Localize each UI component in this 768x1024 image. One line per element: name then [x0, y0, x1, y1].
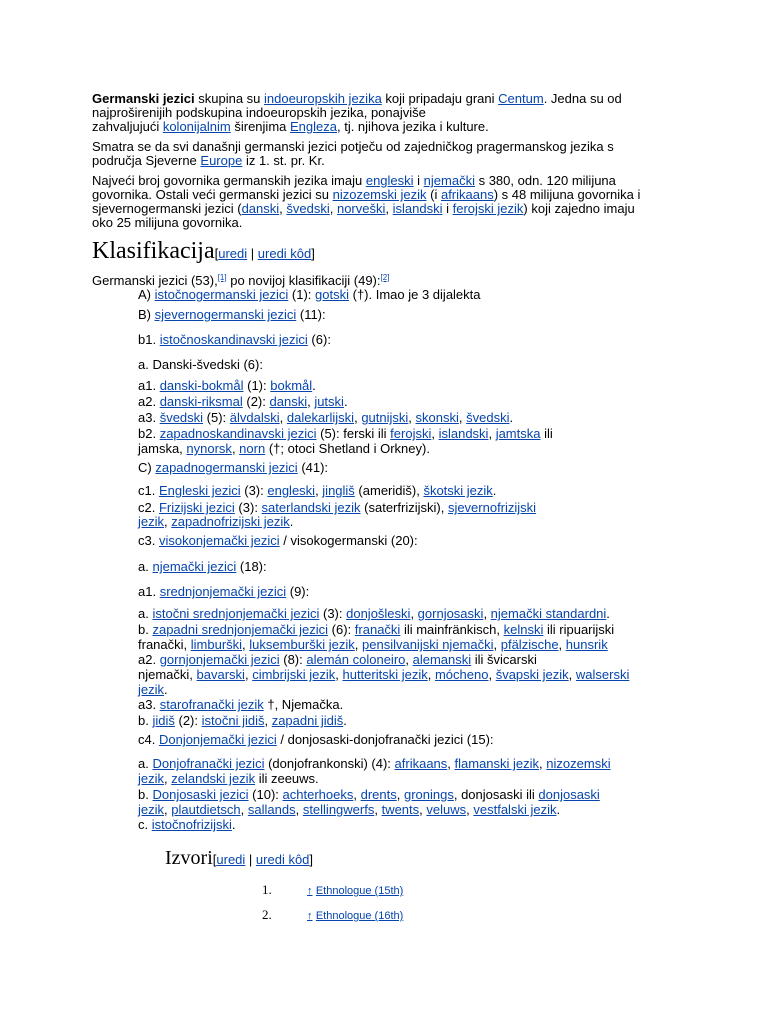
link-vestfalski[interactable]: vestfalski jezik	[473, 802, 557, 817]
link-norveski[interactable]: norveški	[336, 201, 386, 216]
text: oko 25 milijuna govornika.	[92, 215, 243, 230]
text: a3.	[138, 697, 160, 712]
text: širenjima	[230, 119, 290, 134]
link-flamanski[interactable]: flamanski jezik	[454, 756, 540, 771]
text: ,	[493, 637, 501, 652]
text: †, Njemačka.	[263, 697, 344, 712]
link-zelandski[interactable]: zelandski jezik	[171, 771, 256, 786]
list-item	[92, 288, 672, 302]
link-visokonjemacki[interactable]: visokonjemački jezici	[158, 533, 280, 548]
text: ,	[335, 667, 343, 682]
text: (6):	[307, 332, 331, 347]
link-istocni-srednjonjemacki[interactable]: istočni srednjonjemački jezici	[152, 606, 320, 621]
text: ,	[539, 756, 547, 771]
link-donjofranacki[interactable]: Donjofranački jezici	[152, 756, 265, 771]
text: ili zeeuws.	[255, 771, 319, 786]
link-saterlandski[interactable]: saterlandski jezik	[261, 500, 361, 515]
text: A)	[138, 287, 155, 302]
text: najproširenijih podskupina indoeuropskih jezika, ponajviše	[92, 105, 426, 120]
link-istocnofrizijski[interactable]: istočnofrizijski	[151, 817, 232, 832]
link-srednjonjemacki[interactable]: srednjonjemački jezici	[159, 584, 287, 599]
link-gotski[interactable]: gotski	[315, 287, 349, 302]
text: b2.	[138, 426, 160, 441]
text: (ameridiš),	[354, 483, 424, 498]
link-engleski[interactable]: engleski	[267, 483, 316, 498]
text: (saterfrizijski),	[360, 500, 448, 515]
text: .	[556, 802, 561, 817]
link-donjosleski[interactable]: donjošleski	[346, 606, 411, 621]
link-limburski[interactable]: limburški	[190, 637, 243, 652]
text: (5):	[203, 410, 230, 425]
link-hutteritski[interactable]: hutteritski jezik	[342, 667, 428, 682]
text: ,	[295, 802, 303, 817]
link-donjosaski[interactable]: donjosaski	[538, 787, 600, 802]
text: .	[164, 682, 168, 697]
edit-code-link[interactable]: uredi kôd	[255, 852, 310, 867]
text: ,	[329, 201, 337, 216]
text: a1.	[138, 584, 160, 599]
bracket: [	[212, 852, 217, 867]
text: ,	[405, 652, 413, 667]
link-njemacki-jezici[interactable]: njemački jezici	[152, 559, 237, 574]
separator: |	[247, 246, 258, 261]
list-item	[92, 501, 672, 529]
link-hunsrik[interactable]: hunsrik	[565, 637, 608, 652]
link-zapadnofrizijski[interactable]: zapadnofrizijski jezik	[171, 514, 290, 529]
text: (i	[426, 187, 441, 202]
link-engleza[interactable]: Engleza	[290, 119, 337, 134]
intro-paragraph	[92, 174, 672, 230]
link-nizozemski[interactable]: nizozemski jezik	[332, 187, 427, 202]
text: ,	[483, 606, 491, 621]
reference-link[interactable]: Ethnologue (15th)	[315, 885, 404, 897]
link-kolonijalnim[interactable]: kolonijalnim	[162, 119, 231, 134]
link-alemanski[interactable]: alemanski	[412, 652, 472, 667]
text: ,	[488, 426, 496, 441]
link-skonski[interactable]: skonski	[415, 410, 459, 425]
text: skupina su	[194, 91, 264, 106]
link-indoeuropski[interactable]: indoeuropskih jezika	[264, 91, 382, 106]
list-item	[92, 484, 672, 498]
text: (11):	[296, 307, 326, 322]
link-danski[interactable]: danski	[241, 201, 280, 216]
text: c2.	[138, 500, 159, 515]
intro-paragraph	[92, 140, 672, 168]
references-list	[262, 878, 403, 928]
link-jinglis[interactable]: jingliš	[322, 483, 355, 498]
text: Germanski jezici (53),	[92, 273, 218, 288]
link-dalekarlijski[interactable]: dalekarlijski	[286, 410, 355, 425]
text: .	[312, 378, 316, 393]
text: (8):	[279, 652, 307, 667]
text: ili mainfränkisch,	[400, 622, 504, 637]
text: ,	[307, 394, 315, 409]
link-sjevernofrizijski[interactable]: sjevernofrizijski	[447, 500, 537, 515]
link-twents[interactable]: twents	[381, 802, 420, 817]
link-luksemburski[interactable]: luksemburški jezik	[249, 637, 355, 652]
link-jamtska[interactable]: jamtska	[495, 426, 541, 441]
link-alvdalski[interactable]: älvdalski	[229, 410, 280, 425]
text: ,	[374, 802, 382, 817]
text: iz 1. st. pr. Kr.	[242, 153, 325, 168]
link-donjosaski[interactable]: jezik	[138, 802, 165, 817]
list-item	[92, 585, 672, 599]
classification-list	[92, 271, 672, 832]
text: ,	[568, 667, 576, 682]
link-donjonjemacki[interactable]: Donjonjemački jezici	[158, 732, 277, 747]
reference-1[interactable]: [1]	[217, 273, 227, 282]
link-bavarski[interactable]: bavarski	[196, 667, 245, 682]
text: (3):	[319, 606, 347, 621]
link-europe[interactable]: Europe	[200, 153, 243, 168]
link-nynorsk[interactable]: nynorsk	[186, 441, 232, 456]
intro-paragraph	[92, 92, 672, 134]
text: (6):	[328, 622, 355, 637]
text: franački,	[138, 637, 191, 652]
link-norn[interactable]: norn	[239, 441, 266, 456]
edit-link[interactable]: uredi	[216, 852, 246, 867]
text: koji pripadaju grani	[381, 91, 499, 106]
reference-link[interactable]: Ethnologue (16th)	[315, 910, 404, 922]
link-drents[interactable]: drents	[360, 787, 397, 802]
text: B)	[138, 307, 155, 322]
link-sallands[interactable]: sallands	[247, 802, 296, 817]
text: .	[231, 817, 236, 832]
link-walserski[interactable]: walserski	[575, 667, 630, 682]
text: (5): ferski ili	[316, 426, 391, 441]
text: / donjosaski-donjofranački jezici (15):	[276, 732, 494, 747]
link-njemacki-standardni[interactable]: njemački standardni	[490, 606, 607, 621]
reference-item	[262, 878, 403, 903]
text: ,	[447, 756, 455, 771]
link-engleski-jezici[interactable]: Engleski jezici	[158, 483, 241, 498]
text: ,	[244, 667, 253, 682]
text: ,	[164, 771, 172, 786]
text: ,	[408, 410, 416, 425]
text: područja Sjeverne	[92, 153, 201, 168]
reference-number: 1.	[262, 882, 272, 897]
text: (3):	[240, 483, 268, 498]
edit-section-links	[215, 246, 315, 261]
text: (18):	[236, 559, 267, 574]
link-veluws[interactable]: veluws	[426, 802, 467, 817]
link-gornjonjemacki[interactable]: gornjonjemački jezici	[159, 652, 280, 667]
link-svapski[interactable]: švapski jezik	[495, 667, 569, 682]
separator: |	[245, 852, 256, 867]
link-sjevernofrizijski[interactable]: jezik	[138, 514, 165, 529]
text: .	[509, 410, 514, 425]
link-afrikaans[interactable]: afrikaans	[394, 756, 448, 771]
link-achterhoeks[interactable]: achterhoeks	[282, 787, 354, 802]
list-item	[92, 652, 672, 697]
text: (41):	[297, 460, 329, 475]
text: .	[606, 606, 610, 621]
link-danski-bokmal[interactable]: danski-bokmål	[159, 378, 244, 393]
text: .	[343, 394, 348, 409]
heading-text: Klasifikacija	[92, 238, 215, 264]
link-svedski[interactable]: švedski	[466, 410, 510, 425]
link-zapadni-jidis[interactable]: zapadni jidiš	[271, 713, 344, 728]
text: b.	[138, 713, 153, 728]
text: a.	[138, 606, 153, 621]
list-item	[92, 818, 672, 832]
link-svedski[interactable]: švedski	[286, 201, 330, 216]
text: (†; otoci Shetland i Orkney).	[265, 441, 430, 456]
text: c1.	[138, 483, 159, 498]
text: ) koji zajedno imaju	[523, 201, 635, 216]
heading-text: Izvori	[165, 847, 213, 869]
link-kelnski[interactable]: kelnski	[503, 622, 544, 637]
link-istocnogermanski[interactable]: istočnogermanski jezici	[154, 287, 289, 302]
link-pfalzische[interactable]: pfälzische	[500, 637, 559, 652]
text: (10):	[248, 787, 283, 802]
link-centum[interactable]: Centum	[498, 91, 544, 106]
text: ,	[231, 441, 240, 456]
link-afrikaans[interactable]: afrikaans	[440, 187, 494, 202]
text: .	[492, 483, 497, 498]
list-item	[92, 379, 672, 393]
reference-number: 2.	[262, 907, 272, 922]
reference-item	[262, 903, 403, 928]
text: . Jedna su od	[543, 91, 622, 106]
bracket: [	[214, 246, 219, 261]
text: jamska,	[138, 441, 187, 456]
link-jidis[interactable]: jidiš	[152, 713, 175, 728]
link-cimbrijski[interactable]: cimbrijski jezik	[252, 667, 336, 682]
list-item	[92, 534, 672, 548]
link-frizijski-jezici[interactable]: Frizijski jezici	[158, 500, 235, 515]
text: b.	[138, 622, 153, 637]
text: ,	[354, 637, 362, 652]
link-zapadni-srednjonjemacki[interactable]: zapadni srednjonjemački jezici	[152, 622, 329, 637]
text: sjevernogermanski jezici (	[92, 201, 242, 216]
link-walserski[interactable]: jezik	[138, 682, 165, 697]
text: a2.	[138, 652, 160, 667]
text: a1.	[138, 378, 160, 393]
list-item	[92, 756, 672, 786]
link-danski[interactable]: danski	[269, 394, 308, 409]
link-mocheno[interactable]: mócheno	[434, 667, 489, 682]
text: c3.	[138, 533, 159, 548]
text: ,	[354, 410, 362, 425]
text: ili švicarski	[471, 652, 537, 667]
text: (donjofrankonski) (4):	[264, 756, 395, 771]
text: ,	[466, 802, 474, 817]
link-sjevernogermanski[interactable]: sjevernogermanski jezici	[154, 307, 297, 322]
list-item	[92, 714, 672, 728]
link-plautdietsch[interactable]: plautdietsch	[171, 802, 241, 817]
text: ,	[315, 483, 323, 498]
link-franacki[interactable]: franački	[354, 622, 401, 637]
text: b.	[138, 787, 153, 802]
text: ,	[353, 787, 361, 802]
list-item	[92, 733, 672, 747]
text: c.	[138, 817, 152, 832]
text: (1):	[243, 378, 271, 393]
text: b1.	[138, 332, 160, 347]
text: ,	[385, 201, 393, 216]
list-item: a. Danski-švedski (6):	[138, 357, 263, 372]
list-item	[92, 787, 672, 817]
text: ,	[431, 426, 439, 441]
back-arrow-icon[interactable]: ↑	[307, 910, 313, 922]
text: ,	[264, 713, 272, 728]
edit-code-link[interactable]: uredi kôd	[257, 246, 312, 261]
text: govornika. Ostali veći germanski jezici su	[92, 187, 333, 202]
section-heading-izvori	[165, 846, 313, 872]
text: zahvaljujući	[92, 119, 163, 134]
link-danski-riksmal[interactable]: danski-riksmal	[159, 394, 243, 409]
list-item	[92, 333, 672, 347]
list-item	[92, 426, 672, 456]
list-item	[92, 461, 672, 475]
link-ferojski[interactable]: ferojski jezik	[452, 201, 524, 216]
text: ,	[240, 802, 248, 817]
text: (2):	[242, 394, 270, 409]
reference-2[interactable]: [2]	[380, 273, 390, 282]
text: C)	[138, 460, 156, 475]
text: i	[413, 173, 424, 188]
text: (3):	[234, 500, 262, 515]
list-item	[92, 607, 672, 621]
text: ,	[410, 606, 418, 621]
text: , donjosaski ili	[453, 787, 539, 802]
list-item	[92, 560, 672, 574]
link-donjosaski-jezici[interactable]: Donjosaski jezici	[152, 787, 249, 802]
text: (1):	[288, 287, 316, 302]
link-gutnijski[interactable]: gutnijski	[361, 410, 409, 425]
text: njemački,	[138, 667, 197, 682]
list-item	[92, 308, 672, 322]
link-bokmal[interactable]: bokmål	[270, 378, 313, 393]
article-body	[92, 92, 672, 832]
link-stellingwerfs[interactable]: stellingwerfs	[302, 802, 375, 817]
link-islandski[interactable]: islandski	[392, 201, 443, 216]
text: ili	[540, 426, 553, 441]
text: ,	[427, 667, 435, 682]
link-gornjosaski[interactable]: gornjosaski	[417, 606, 484, 621]
link-starofranacki[interactable]: starofranački jezik	[159, 697, 264, 712]
list-item	[92, 411, 672, 425]
text: Smatra se da svi današnji germanski jezici potječu od zajedničkog pragermanskog jezika s	[92, 139, 614, 154]
edit-section-links	[213, 852, 313, 867]
text: c4.	[138, 732, 159, 747]
link-zapadnogermanski[interactable]: zapadnogermanski jezici	[155, 460, 298, 475]
text: (†). Imao je 3 dijalekta	[349, 287, 481, 302]
text: a.	[138, 559, 153, 574]
back-arrow-icon[interactable]: ↑	[307, 885, 313, 897]
link-gronings[interactable]: gronings	[403, 787, 454, 802]
text: / visokogermanski (20):	[279, 533, 418, 548]
edit-link[interactable]: uredi	[218, 246, 248, 261]
link-engleski[interactable]: engleski	[365, 173, 414, 188]
text: , tj. njihova jezika i kulture.	[336, 119, 489, 134]
text: (9):	[286, 584, 310, 599]
list-item	[92, 395, 672, 409]
text: s 380, odn. 120 milijuna	[474, 173, 616, 188]
text: a.	[138, 756, 153, 771]
text: ,	[419, 802, 427, 817]
text: ,	[242, 637, 250, 652]
text: ) s 48 milijuna govornika i	[493, 187, 641, 202]
link-jutski[interactable]: jutski	[314, 394, 344, 409]
link-aleman-coloneiro[interactable]: alemán coloneiro	[306, 652, 406, 667]
term-bold: Germanski jezici	[92, 91, 195, 106]
bracket: ]	[311, 246, 315, 261]
text: ,	[164, 802, 172, 817]
list-item	[92, 271, 672, 288]
text: i	[442, 201, 453, 216]
section-heading-klasifikacija	[92, 237, 672, 268]
link-ferojski[interactable]: ferojski	[390, 426, 432, 441]
text: (2):	[174, 713, 202, 728]
link-pensilvanijski[interactable]: pensilvanijski njemački	[362, 637, 494, 652]
link-zapadnoskandinavski[interactable]: zapadnoskandinavski jezici	[159, 426, 317, 441]
text: .	[343, 713, 347, 728]
text: .	[289, 514, 294, 529]
text: ,	[558, 637, 566, 652]
list-item	[92, 622, 672, 652]
text: ili ripuarijski	[543, 622, 615, 637]
text: ,	[164, 514, 172, 529]
text: a2.	[138, 394, 160, 409]
link-njemacki[interactable]: njemački	[423, 173, 475, 188]
link-istocni-jidis[interactable]: istočni jidiš	[201, 713, 265, 728]
list-item	[92, 698, 672, 712]
text: ,	[458, 410, 467, 425]
text: a3.	[138, 410, 160, 425]
link-istocnoskandinavski[interactable]: istočnoskandinavski jezici	[159, 332, 308, 347]
bracket: ]	[309, 852, 314, 867]
link-nizozemski[interactable]: jezik	[138, 771, 165, 786]
link-nizozemski[interactable]: nizozemski	[546, 756, 611, 771]
text: ,	[279, 201, 287, 216]
text: po novijoj klasifikaciji (49):	[226, 273, 381, 288]
link-skotski[interactable]: škotski jezik	[423, 483, 493, 498]
link-svedski[interactable]: švedski	[159, 410, 204, 425]
text: ,	[279, 410, 287, 425]
text: ,	[488, 667, 496, 682]
text: Najveći broj govornika germanskih jezika imaju	[92, 173, 366, 188]
text: ,	[396, 787, 404, 802]
link-islandski[interactable]: islandski	[438, 426, 489, 441]
